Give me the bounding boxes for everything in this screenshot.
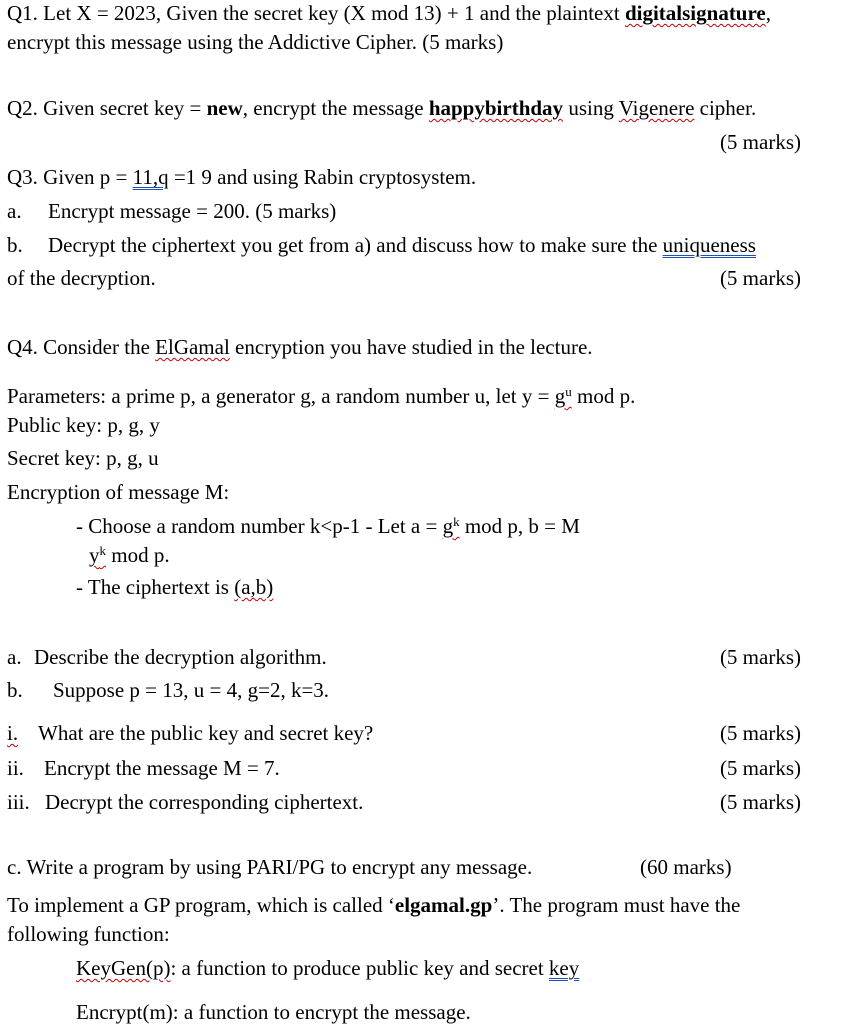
q4-keygen-key: key <box>548 956 580 980</box>
q4-step1-k: k <box>453 514 460 529</box>
q1-plaintext: digitalsignature <box>624 1 766 25</box>
q4-iii-text: Decrypt the corresponding ciphertext. <box>45 790 364 814</box>
q4-text: Q4. Consider the <box>7 335 156 359</box>
q4-params-g: g <box>554 384 566 408</box>
q4-step2 <box>76 575 273 599</box>
q2-suffix: cipher. <box>694 96 757 120</box>
q4-step2-pair: (a,b) <box>234 575 274 599</box>
q2-using: using <box>563 96 619 120</box>
q4-impl-line2: following function: <box>7 922 170 946</box>
q4-c-marks: (60 marks) <box>640 855 732 879</box>
q1-line1 <box>7 1 771 25</box>
q1-text: Q1. Let X = 2023, Given the secret key (X mod 13) + 1 and the plaintext <box>7 1 625 25</box>
q4-ii-text: Encrypt the message M = 7. <box>44 756 280 780</box>
q4-i-marks: (5 marks) <box>719 721 801 745</box>
q4-step1-yk-exp: k <box>99 543 106 558</box>
q3-line <box>7 165 476 189</box>
q4-elgamal: ElGamal <box>155 335 230 359</box>
q4-params-u: u <box>565 384 572 399</box>
q3-a-text: Encrypt message = 200. (5 marks) <box>48 199 337 223</box>
q4-step1 <box>76 514 580 538</box>
q3-b-marks: (5 marks) <box>719 266 801 290</box>
q2-key: new <box>206 96 243 120</box>
q4-step2-text: - The ciphertext is <box>76 575 235 599</box>
q4-step1-line2-suffix: mod p. <box>106 543 170 567</box>
q4-keygen <box>76 956 579 980</box>
q4-a-text: Describe the decryption algorithm. <box>34 645 327 669</box>
q4-suffix: encryption you have studied in the lecture. <box>229 335 593 359</box>
q3-b-label: b. <box>7 233 23 257</box>
q4-keygen-text: : a function to produce public key and secret <box>170 956 549 980</box>
q4-a-label: a. <box>7 645 22 669</box>
q4-parameters <box>7 384 635 408</box>
q2-line <box>7 96 756 120</box>
q4-step1-y: y <box>89 543 100 567</box>
q3-b-body: Decrypt the ciphertext you get from a) and discuss how to make sure the <box>48 233 663 257</box>
q4-secret-key: Secret key: p, g, u <box>7 446 159 470</box>
q4-impl-name: elgamal.gp <box>394 893 493 917</box>
q4-encryption-heading: Encryption of message M: <box>7 480 230 504</box>
q3-b-word: uniqueness <box>662 233 756 257</box>
q4-public-key: Public key: p, g, y <box>7 413 160 437</box>
q4-c-text: c. Write a program by using PARI/PG to encrypt any message. <box>7 855 533 879</box>
q4-i-text: What are the public key and secret key? <box>38 721 374 745</box>
q3-b-text <box>48 233 756 257</box>
q4-step1-line2 <box>89 543 170 567</box>
q1-line2: encrypt this message using the Addictive Cipher. (5 marks) <box>7 30 504 54</box>
q2-middle: , encrypt the message <box>242 96 429 120</box>
q4-step1-suffix: mod p, b = M <box>459 514 580 538</box>
q2-marks: (5 marks) <box>719 130 801 154</box>
q4-iii-label: iii. <box>7 790 30 814</box>
q4-step1-text: - Choose a random number k<p-1 - Let a = <box>76 514 443 538</box>
q3-b-line2: of the decryption. <box>7 266 156 290</box>
q4-iii-marks: (5 marks) <box>719 790 801 814</box>
q3-a-label: a. <box>7 199 22 223</box>
q4-impl-text: To implement a GP program, which is called ‘ <box>7 893 395 917</box>
q4-i-label <box>7 721 18 745</box>
q4-a-marks: (5 marks) <box>719 645 801 669</box>
q3-text: Q3. Given p = <box>7 165 133 189</box>
q4-ii-marks: (5 marks) <box>719 756 801 780</box>
q4-step1-yk <box>89 543 106 567</box>
q4-params-text: Parameters: a prime p, a generator g, a random number u, let y = <box>7 384 555 408</box>
q4-b-label: b. <box>7 678 23 702</box>
q4-impl-line1 <box>7 893 740 917</box>
q4-params-suffix: mod p. <box>571 384 636 408</box>
q1-comma: , <box>765 1 771 25</box>
q2-text: Q2. Given secret key = <box>7 96 207 120</box>
q4-encrypt: Encrypt(m): a function to encrypt the message. <box>76 1000 471 1024</box>
q4-ii-label: ii. <box>7 756 24 780</box>
q2-message: happybirthday <box>428 96 564 120</box>
q3-suffix: =1 9 and using Rabin cryptosystem. <box>168 165 477 189</box>
q4-keygen-name: KeyGen(p) <box>76 956 171 980</box>
q4-line <box>7 335 593 359</box>
q4-i-label-text: i. <box>7 721 19 745</box>
q3-pq: 11,q <box>132 165 169 189</box>
q4-params-gu <box>555 384 572 408</box>
q2-cipher: Vigenere <box>618 96 695 120</box>
q4-b-text: Suppose p = 13, u = 4, g=2, k=3. <box>53 678 330 702</box>
q4-step1-g: g <box>442 514 454 538</box>
q4-impl-suffix: ’. The program must have the <box>492 893 741 917</box>
q4-step1-gk <box>443 514 460 538</box>
